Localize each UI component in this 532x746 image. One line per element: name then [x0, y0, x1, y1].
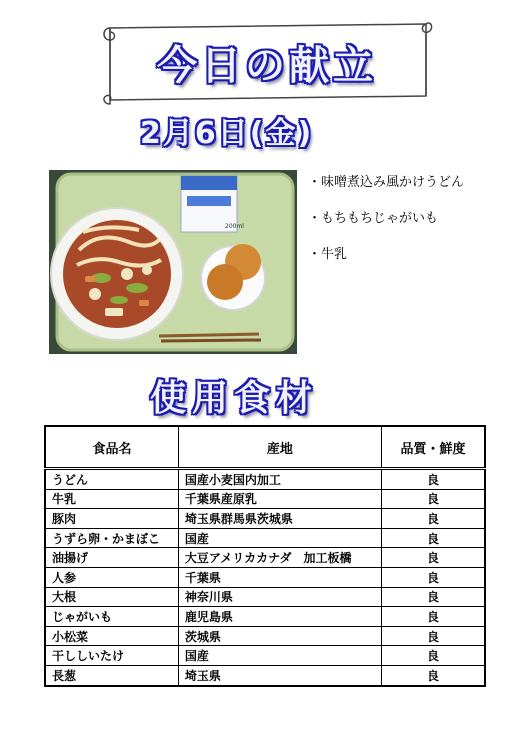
origin: 埼玉県	[178, 665, 381, 685]
menu-item: ・牛乳	[308, 247, 348, 262]
origin: 茨城県	[178, 626, 381, 646]
quality: 良	[381, 607, 485, 627]
table-row	[45, 509, 485, 529]
quality: 良	[381, 509, 485, 529]
food-name: 干ししいたけ	[45, 646, 178, 666]
food-name: うずら卵・かまぼこ	[45, 528, 178, 548]
origin: 埼玉県群馬県茨城県	[178, 509, 381, 529]
quality: 良	[381, 587, 485, 607]
quality: 良	[381, 646, 485, 666]
menu-date: 2月6日(金)	[140, 116, 314, 151]
table-row	[45, 607, 485, 627]
column-header-origin: 産地	[178, 426, 381, 469]
table-header-row	[45, 426, 485, 469]
quality: 良	[381, 528, 485, 548]
table-row	[45, 587, 485, 607]
origin: 大豆アメリカカナダ 加工板橋	[178, 548, 381, 568]
origin: 国産	[178, 528, 381, 548]
quality: 良	[381, 567, 485, 587]
column-header-quality: 品質・鮮度	[381, 426, 485, 469]
quality: 良	[381, 469, 485, 490]
food-name: 油揚げ	[45, 548, 178, 568]
origin: 国産	[178, 646, 381, 666]
food-name: 豚肉	[45, 509, 178, 529]
food-name: 長葱	[45, 665, 178, 685]
table-row	[45, 665, 485, 685]
quality: 良	[381, 626, 485, 646]
menu-list	[308, 172, 464, 280]
origin: 千葉県産原乳	[178, 489, 381, 509]
table-row	[45, 626, 485, 646]
page-title: 今日の献立	[157, 43, 377, 89]
ingredients-table	[44, 425, 486, 687]
quality: 良	[381, 548, 485, 568]
title-banner	[100, 18, 434, 106]
food-name: うどん	[45, 469, 178, 490]
quality: 良	[381, 665, 485, 685]
origin: 千葉県	[178, 567, 381, 587]
milk-carton-label: 200ml	[225, 223, 244, 230]
table-row	[45, 646, 485, 666]
table-row	[45, 548, 485, 568]
origin: 国産小麦国内加工	[178, 469, 381, 490]
origin: 鹿児島県	[178, 607, 381, 627]
lunch-photo	[49, 170, 297, 354]
food-name: じゃがいも	[45, 607, 178, 627]
table-row	[45, 567, 485, 587]
menu-item: ・もちもちじゃがいも	[308, 211, 439, 226]
food-name: 大根	[45, 587, 178, 607]
menu-item: ・味噌煮込み風かけうどん	[308, 175, 465, 190]
quality: 良	[381, 489, 485, 509]
food-name: 小松菜	[45, 626, 178, 646]
ingredients-heading: 使用食材	[150, 378, 319, 419]
food-name: 牛乳	[45, 489, 178, 509]
column-header-food: 食品名	[45, 426, 178, 469]
table-row	[45, 469, 485, 490]
table-row	[45, 528, 485, 548]
food-name: 人参	[45, 567, 178, 587]
origin: 神奈川県	[178, 587, 381, 607]
table-row	[45, 489, 485, 509]
